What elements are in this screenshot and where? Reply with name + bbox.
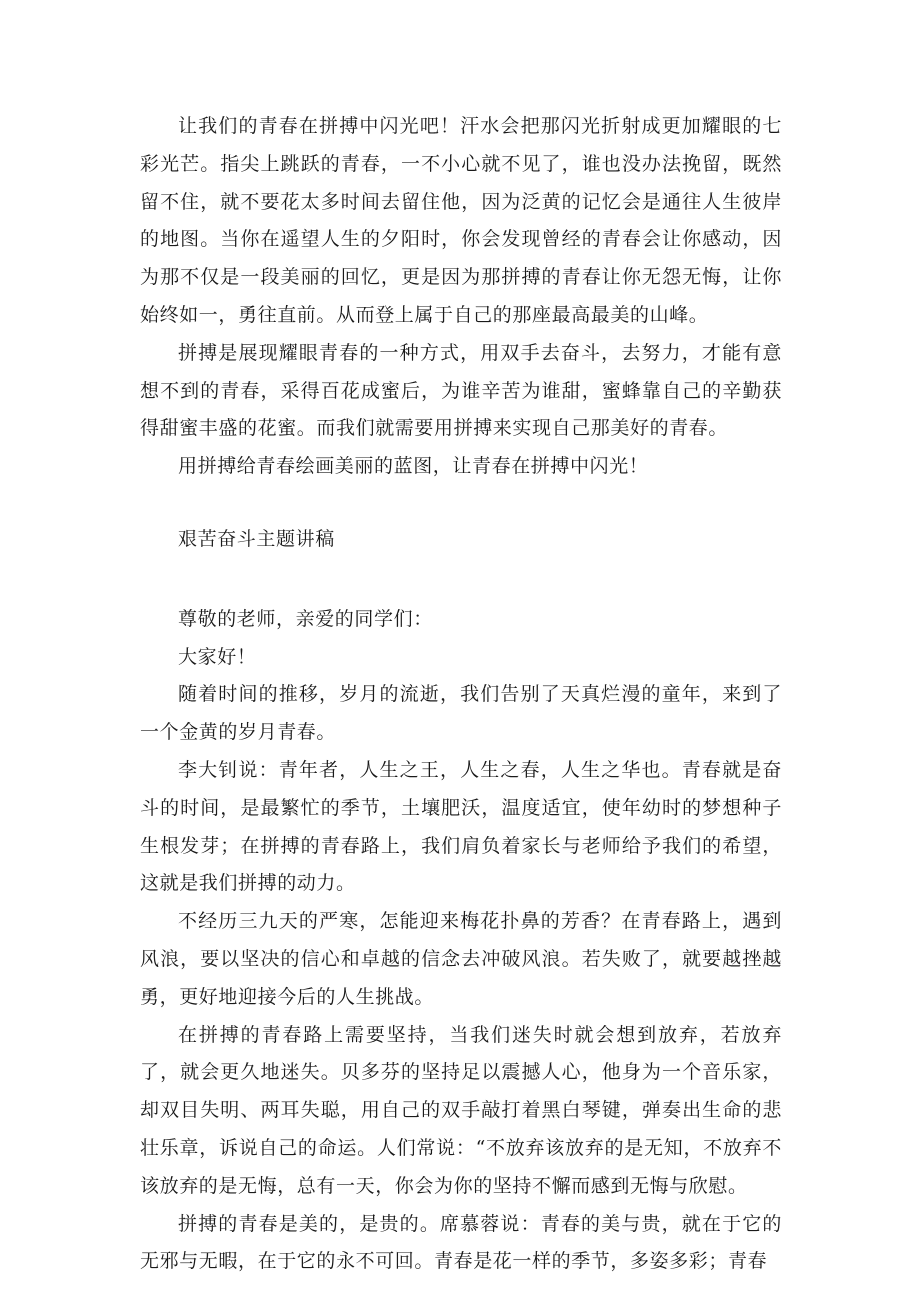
paragraph: 李大钊说：青年者，人生之王，人生之春，人生之华也。青春就是奋斗的时间，是最繁忙的季节，土壤肥沃，温度适宜，使年幼时的梦想种子生根发芽；在拼搏的青春路上，我们肩负着家长与老师给予我们的希望，这就是我们拼搏的动力。 xyxy=(140,758,782,895)
document-page xyxy=(140,108,782,1281)
salutation: 尊敬的老师，亲爱的同学们： xyxy=(178,607,433,630)
section-essay-ending xyxy=(140,108,782,486)
paragraph: 拼搏是展现耀眼青春的一种方式，用双手去奋斗，去努力，才能有意想不到的青春，采得百花成蜜后，为谁辛苦为谁甜，蜜蜂靠自己的辛勤获得甜蜜丰盛的花蜜。而我们就需要用拼搏来实现自己那美好的青春。 xyxy=(140,341,782,440)
greeting: 大家好！ xyxy=(178,645,257,668)
section-speech xyxy=(140,601,782,1281)
paragraph: 不经历三九天的严寒，怎能迎来梅花扑鼻的芳香？在青春路上，遇到风浪，要以坚决的信心和卓越的信念去冲破风浪。若失败了，就要越挫越勇，更好地迎接今后的人生挑战。 xyxy=(140,910,782,1008)
section-title: 艰苦奋斗主题讲稿 xyxy=(178,527,335,550)
paragraph: 让我们的青春在拼搏中闪光吧！汗水会把那闪光折射成更加耀眼的七彩光芒。指尖上跳跃的青春，一不小心就不见了，谁也没办法挽留，既然留不住，就不要花太多时间去留住他，因为泛黄的记忆会是通往人生彼岸的地图。当你在遥望人生的夕阳时，你会发现曾经的青春会让你感动，因为那不仅是一段美丽的回忆，更是因为那拼搏的青春让你无怨无悔，让你始终如一，勇往直前。从而登上属于自己的那座最高最美的山峰。 xyxy=(140,115,782,326)
paragraph: 在拼搏的青春路上需要坚持，当我们迷失时就会想到放弃，若放弃了，就会更久地迷失。贝多芬的坚持足以震撼人心，他身为一个音乐家，却双目失明、两耳失聪，用自己的双手敲打着黑白琴键，弹奏出生命的悲壮乐章，诉说自己的命运。人们常说：“不放弃该放弃的是无知，不放弃不该放弃的是无悔，总有一天，你会为你的坚持不懈而感到无悔与欣慰。 xyxy=(140,1023,782,1197)
paragraph: 拼搏的青春是美的，是贵的。席慕蓉说：青春的美与贵，就在于它的无邪与无暇，在于它的永不可回。青春是花一样的季节，多姿多彩；青春 xyxy=(140,1212,782,1273)
paragraph: 随着时间的推移，岁月的流逝，我们告别了天真烂漫的童年，来到了一个金黄的岁月青春。 xyxy=(140,683,782,744)
paragraph: 用拼搏给青春绘画美丽的蓝图，让青春在拼搏中闪光！ xyxy=(178,455,649,478)
